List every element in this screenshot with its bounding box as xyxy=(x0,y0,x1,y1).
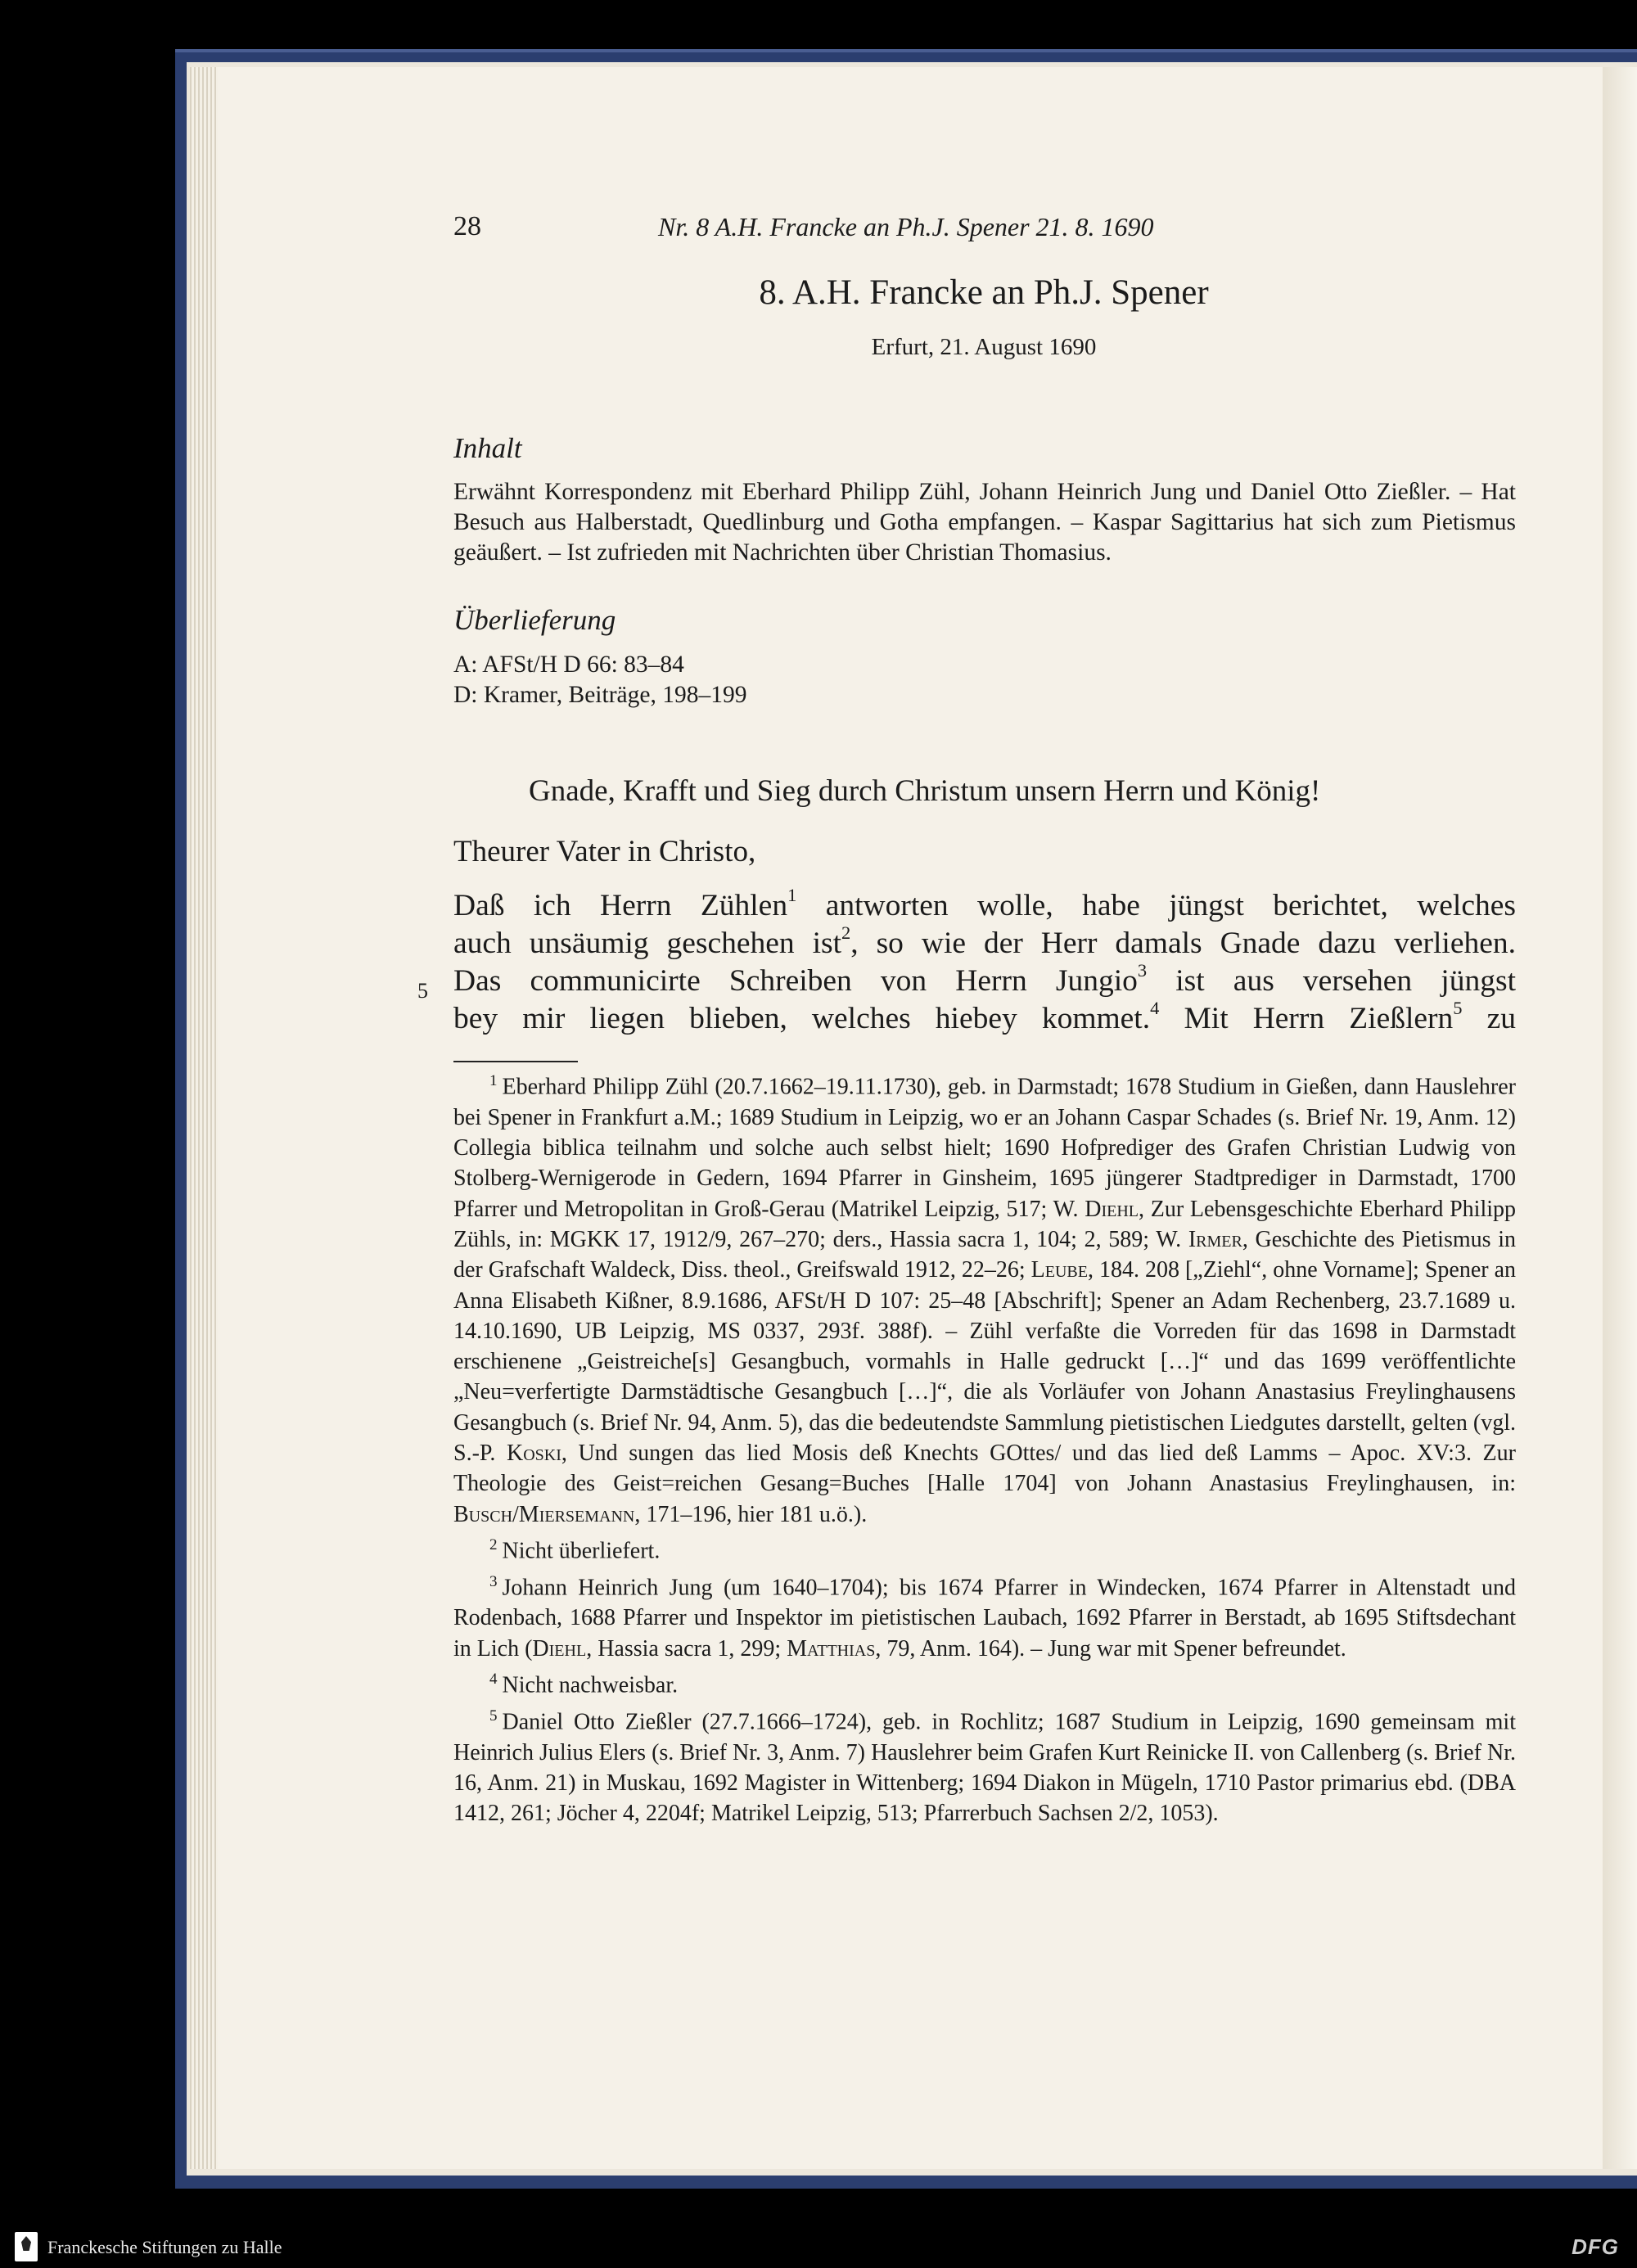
footnote-number: 4 xyxy=(489,1671,498,1689)
dfg-logo[interactable]: DFG xyxy=(1572,2234,1619,2259)
footnotes xyxy=(453,1066,1516,1828)
running-head xyxy=(453,209,1256,245)
footnote-ref[interactable]: 1 xyxy=(787,885,797,906)
footnote-2: $^2$ Nicht überliefert. xyxy=(489,1535,661,1564)
address: Theurer Vater in Christo, xyxy=(453,835,756,868)
ueberlieferung-line: D: Kramer, Beiträge, 198–199 xyxy=(453,682,747,708)
letter-line: bey mir liegen blieben, welches hiebey kommet.$^4$ Mit Herrn Zießlern$^5$ zu xyxy=(453,998,1516,1035)
francke-foundations-logo-icon[interactable] xyxy=(15,2232,38,2261)
letter-line: auch unsäumig geschehen ist$^2$, so wie der Herr damals Gnade dazu verliehen. xyxy=(453,922,1516,960)
footnote-1: $^1$ Eberhard Philipp Zühl (20.7.1662–19.11.1730), geb. in Darmstadt; 1678 Studium in Gießen, dann Hauslehrer bei Spener in Frankfurt a.M.; 1689 Studium in Leipzig, wo er an Johann Caspar Schades (s. Brief Nr. 19, Anm. 12) Collegia biblica teilnahm und solche auch selbst hielt; 1690 Hofprediger des Grafen Christian Ludwig von Stolberg-Wernigerode in Gedern, 1694 Pfarrer in Ginsheim, 1695 jüngerer Stadtprediger in Darmstadt, 1700 Pfarrer und Metropolitan in Groß-Gerau (Matrikel Leipzig, 517; W. Diehl, Zur Lebensgeschichte Eberhard Philipp Zühls, in: MGKK 17, 1912/9, 267–270; ders., Hassia sacra 1, 104; 2, 589; W. Irmer, Geschichte des Pietismus in der Grafschaft Waldeck, Diss. theol., Greifswald 1912, 22–26; Leube, 184. 208 [„Ziehl“, ohne Vorname]; Spener an Anna Elisabeth Kißner, 8.9.1686, AFSt/H D 107: 25–48 [Abschrift]; Spener an Adam Rechenberg, 23.7.1689 u. 14.10.1690, UB Leipzig, MS 0337, 293f. 388f). – Zühl verfaßte die Vorreden für das 1698 in Darmstadt erschienene „Geistreiche[s] Gesangbuch, vormahls in Halle gedruckt […]“ und das 1699 veröffentlichte „Neu=verfertigte Darmstädtische Gesangbuch […]“, die als Vorläufer von Johann Anastasius Freylinghausens Gesangbuch (s. Brief Nr. 94, Anm. 5), das die bedeutendste Sammlung pietistischen Liedgutes darstellt, gelten (vgl. S.-P. Koski, Und sungen das lied Mosis deß Knechts GOttes/ und das lied deß Lamms – Apoc. XV:3. Zur Theologie des Geist=reichen Gesang=Buches [Halle 1704] von Johann Anastasius Freylinghausen, in: Busch/Miersemann, 171–196, hier 181 u.ö.). xyxy=(453,1072,1517,1527)
footnote-4: $^4$ Nicht nachweisbar. xyxy=(489,1671,679,1698)
letter-title: 8. A.H. Francke an Ph.J. Spener xyxy=(759,273,1209,312)
footnote-number: 2 xyxy=(489,1535,498,1553)
footnote-ref[interactable]: 4 xyxy=(1150,998,1160,1019)
footnote-rule xyxy=(453,1061,578,1062)
ueberlieferung-line: A: AFSt/H D 66: 83–84 xyxy=(453,652,684,678)
letter-line: Das communicirte Schreiben von Herrn Jungio$^3$ ist aus versehen jüngst xyxy=(453,960,1516,998)
footnote-3: $^3$ Johann Heinrich Jung (um 1640–1704); bis 1674 Pfarrer in Windecken, 1674 Pfarrer in Altenstadt und Rodenbach, 1688 Pfarrer und Inspektor im pietistischen Laubach, 1692 Pfarrer in Berstadt, ab 1695 Stiftsdechant in Lich (Diehl, Hassia sacra 1, 299; Matthias, 79, Anm. 164). – Jung war mit Spener befreundet. xyxy=(453,1572,1516,1662)
running-title: Nr. 8 A.H. Francke an Ph.J. Spener 21. 8. 1690 xyxy=(658,212,1154,241)
ueberlieferung-heading: Überlieferung xyxy=(453,604,616,636)
ueberlieferung-list xyxy=(453,650,746,710)
footnote-number: 1 xyxy=(489,1072,498,1089)
footnote-number: 5 xyxy=(489,1707,498,1725)
footnote-5: $^5$ Daniel Otto Zießler (27.7.1666–1724), geb. in Rochlitz; 1687 Studium in Leipzig, 1690 gemeinsam mit Heinrich Julius Elers (s. Brief Nr. 3, Anm. 7) Hauslehrer beim Grafen Kurt Reinicke II. von Callenberg (s. Brief Nr. 16, Anm. 21) in Muskau, 1692 Magister in Wittenberg; 1694 Diakon in Mügeln, 1710 Pastor primarius ebd. (DBA 1412, 261; Jöcher 4, 2204f; Matrikel Leipzig, 513; Pfarrerbuch Sachsen 2/2, 1053). xyxy=(453,1707,1516,1827)
salutation: Gnade, Krafft und Sieg durch Christum unsern Herrn und König! xyxy=(529,774,1321,808)
inhalt-text: Erwähnt Korrespondenz mit Eberhard Philipp Zühl, Johann Heinrich Jung und Daniel Otto Zießler. – Hat Besuch aus Halberstadt, Quedlinburg und Gotha empfangen. – Kaspar Sagittarius hat sich zum Pietismus geäußert. – Ist zufrieden mit Nachrichten über Christian Thomasius. xyxy=(453,479,1516,566)
letter-body xyxy=(453,887,1516,1038)
footnote-ref[interactable]: 2 xyxy=(841,922,851,944)
letter-place-date: Erfurt, 21. August 1690 xyxy=(871,334,1097,360)
inhalt-heading: Inhalt xyxy=(453,432,522,464)
footnote-ref[interactable]: 5 xyxy=(1453,998,1463,1019)
page-edges xyxy=(190,67,218,2169)
page-gutter xyxy=(1603,67,1637,2169)
footnote-number: 3 xyxy=(489,1572,498,1590)
institution-name[interactable]: Franckesche Stiftungen zu Halle xyxy=(47,2237,282,2257)
line-number: 5 xyxy=(417,979,428,1003)
footnote-ref[interactable]: 3 xyxy=(1137,960,1148,981)
letter-line: Daß ich Herrn Zühlen$^1$ antworten wolle, habe jüngst berichtet, welches xyxy=(453,885,1516,922)
page-number: 28 xyxy=(453,211,481,241)
